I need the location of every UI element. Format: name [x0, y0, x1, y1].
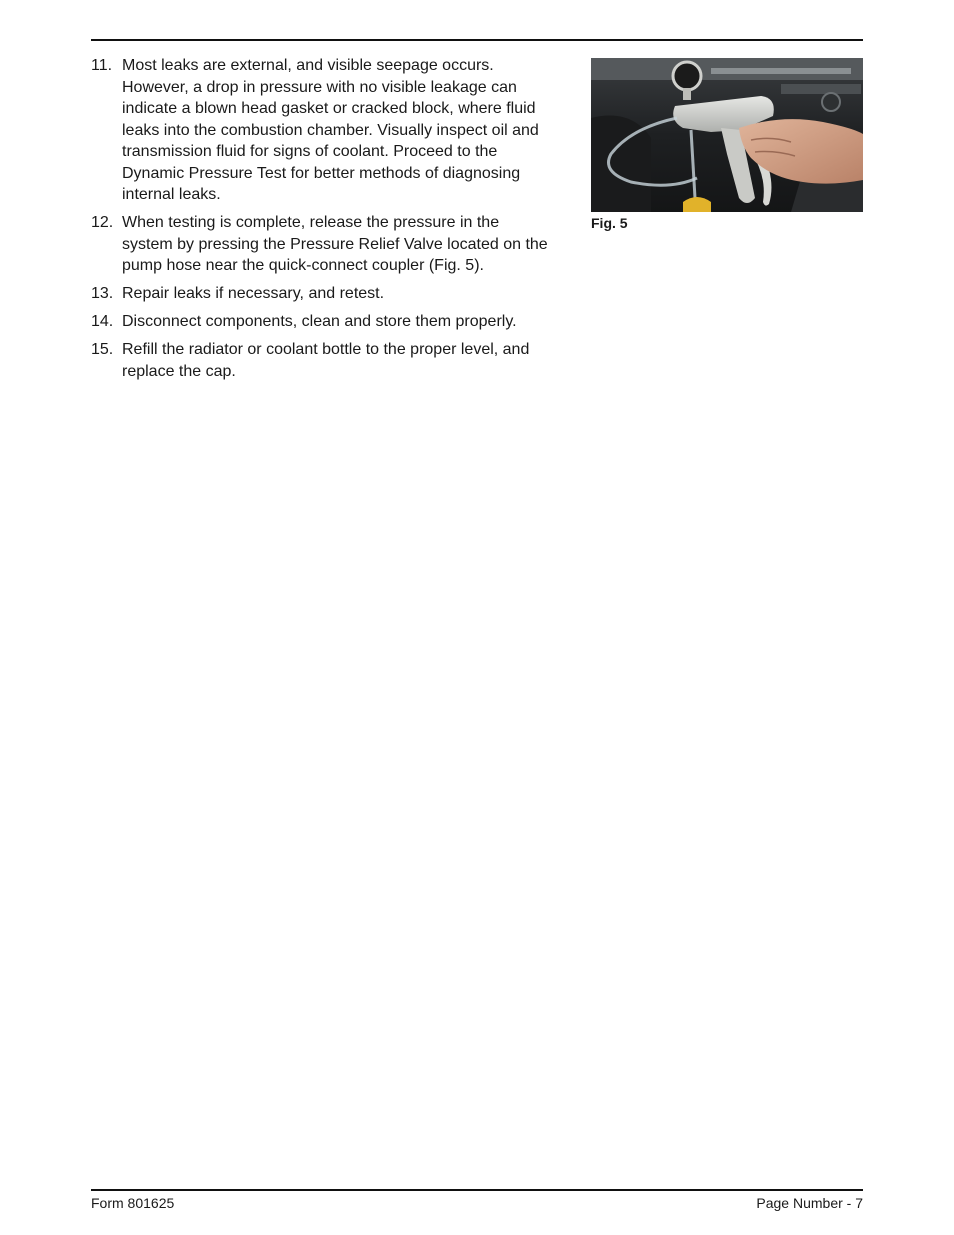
step-number: 13.	[91, 285, 114, 302]
figure-photo	[591, 58, 863, 212]
list-item	[91, 212, 553, 277]
page-number: Page Number - 7	[756, 1195, 863, 1211]
form-number: Form 801625	[91, 1195, 175, 1211]
list-item	[91, 55, 553, 206]
figure-caption: Fig. 5	[591, 215, 628, 231]
list-item	[91, 283, 553, 305]
header-rule	[91, 39, 863, 41]
footer-rule	[91, 1189, 863, 1191]
instruction-list	[91, 55, 553, 389]
step-number: 11.	[91, 57, 113, 74]
step-number: 15.	[91, 341, 114, 358]
step-text: Disconnect components, clean and store them properly.	[122, 313, 517, 330]
step-text: Most leaks are external, and visible seepage occurs. However, a drop in pressure with no visible leakage can indicate a blown head gasket or cracked block, where fluid leaks into the combustion chamber. Visually inspect oil and transmission fluid for signs of coolant. Proceed to the Dynamic Pressure Test for better methods of diagnosing internal leaks.	[122, 57, 539, 203]
step-text: When testing is complete, release the pressure in the system by pressing the Pressure Relief Valve located on the pump hose near the quick-connect coupler (Fig. 5).	[122, 214, 548, 274]
list-item	[91, 339, 553, 382]
list-item	[91, 311, 553, 333]
step-text: Repair leaks if necessary, and retest.	[122, 285, 385, 302]
step-number: 12.	[91, 214, 114, 231]
step-number: 14.	[91, 313, 114, 330]
step-text: Refill the radiator or coolant bottle to the proper level, and replace the cap.	[122, 341, 530, 380]
pressure-pump-photo	[591, 58, 863, 212]
